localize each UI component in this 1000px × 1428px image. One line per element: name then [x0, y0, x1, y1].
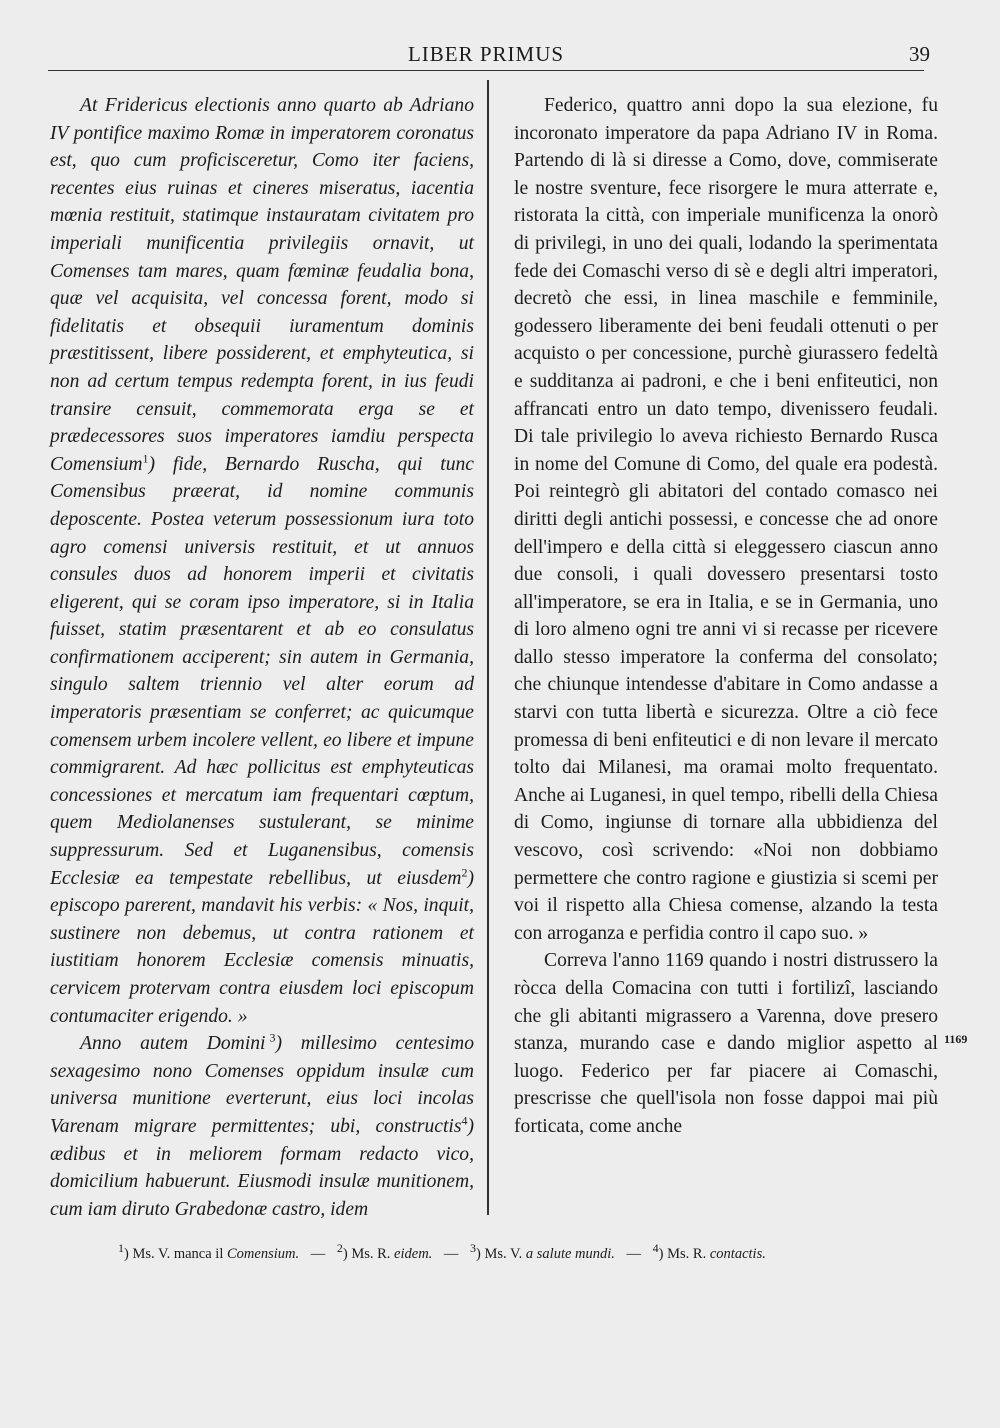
- footnote-ref-4: 4: [461, 1113, 468, 1128]
- running-head: [48, 40, 930, 71]
- latin-paragraph-2: Anno autem Domini $^3$) millesimo centesimo sexagesimo nono Comenses oppidum insulæ cum universa munitione everterunt, eius loci incolas Varenam migrare permittentes; ubi, constructis$^4$) ædibus et in meliorem formam redacto vico, domicilium habuerunt. Eiusmodi insulæ munitionem, cum iam diruto Grabedonæ castro, idem: [50, 1030, 475, 1220]
- italian-paragraph-1: Federico, quattro anni dopo la sua elezione, fu incoronato imperatore da papa Adriano IV in Roma. Partendo di là si diresse a Como, dove, commiserate le nostre sventure, fece risorgere le mura atterrate e, ristorata la città, con imperiale munificenza la onorò di privilegi, in uno dei quali, lodando la sperimentata fede dei Comaschi verso di sè e degli altri imperatori, decretò che essi, in linea maschile e femminile, godessero liberamente dei beni feudali ottenuti o per acquisto o per concessione, purchè giurassero fedeltà e sudditanza ai padroni, e che i beni enfiteutici, non affrancati entro un dato tempo, divenissero feudali. Di tale privilegio lo aveva richiesto Bernardo Rusca in nome del Comune di Como, del quale era podestà. Poi reintegrò gli abitatori del contado comasco nei diritti degli antichi possessi, e concesse che ad onore dell'impero e della città si eleggessero ciascun anno due consoli, i quali dovessero presentarsi tosto all'imperatore, se era in Italia, e se in Germania, uno di loro almeno ogni tre anni vi si recasse per ricevere dallo stesso imperatore la conferma del consolato; che chiunque intendesse d'abitare in Como andasse a starvi con tutta libertà e sicurezza. Oltre a ciò fece promessa di beni enfiteutici e di non levare il mercato tolto dai Milanesi, ma oramai molto frequentato. Anche ai Luganesi, in quel tempo, ribelli della Chiesa di Como, ingiunse di tornare alla ubbidienza del vescovo, così scrivendo: «Noi non dobbiamo permettere che contro ragione e giustizia si scemi per voi il rispetto alla Chiesa comense, alzando la testa con arroganza e perfidia contro il capo suo. »: [514, 95, 938, 944]
- latin-column: [50, 92, 474, 1223]
- footnote-separator: —: [626, 1246, 642, 1262]
- footnote-3: $^3$) Ms. V. a salute mundi.: [470, 1241, 615, 1262]
- italian-column: [514, 92, 938, 1141]
- footnote-separator: —: [443, 1246, 459, 1262]
- italian-paragraph-2: Correva l'anno 1169 quando i nostri distrussero la ròcca della Comacina con tutti i fortilizî, lasciando che gli abitanti migrassero a Varenna, dove presero stanza, murando case e dando miglior aspetto al luogo. Federico per far piacere ai Comaschi, prescrisse che quell'isola non fosse dappoi mai più forticata, come anche: [514, 950, 938, 1137]
- column-divider: [487, 80, 489, 1215]
- footnote-ref-1: 1: [142, 451, 149, 466]
- footnote-ref-2: 2: [461, 865, 468, 880]
- footnote-2: $^2$) Ms. R. eidem.: [336, 1241, 433, 1262]
- footnotes: [118, 1241, 940, 1264]
- running-title: LIBER PRIMUS: [407, 42, 565, 66]
- footnote-ref-3: 3: [269, 1030, 276, 1045]
- page-number: 39: [909, 42, 930, 66]
- footnote-separator: —: [310, 1246, 326, 1262]
- latin-paragraph-1: At Fridericus electionis anno quarto ab Adriano IV pontifice maximo Romæ in imperatorem coronatus est, quo cum proficisceretur, Como iter faciens, recentes eius ruinas et cineres miseratus, iacentia mœnia restituit, statimque instauratam civitatem pro imperiali munificentia privilegiis ornavit, ut Comenses tam mares, quam fœminæ feudalia bona, quæ vel acquisita, vel concessa forent, modo si fidelitatis et obsequii iuramentum dominis præstitissent, libere possiderent, et emphyteutica, si non ad certum tempus redempta forent, in ius feudi transire censuit, commemorata erga se et prædecessores suos imperatores iamdiu perspecta Comensium$^1$) fide, Bernardo Ruscha, qui tunc Comensibus præerat, id nomine communis deposcente. Postea veterum possessionum iura toto agro comensi universis restituit, et ut annuos consules duos ad honorem imperii et civitatis eligerent, qui se coram ipso imperatore, si in Italia fuisset, statim præsentarent et ab eo consulatus confirmationem acciperent; sin autem in Germania, singulo saltem triennio vel alter eorum ad imperatoris præsentiam se conferret; ac quicumque comensem urbem incolere vellent, eo libere et impune commigrarent. Ad hæc pollicitus est emphyteuticas concessiones et mercatum iam frequentari cœptum, quem Mediolanenses sustulerant, se minime suppressurum. Sed et Luganensibus, comensis Ecclesiæ ea tempestate rebellibus, ut eiusdem$^2$) episcopo parerent, mandavit his verbis: « Nos, inquit, sustinere non debemus, ut contra rationem et iustitiam honorem Ecclesiæ comensis minuatis, cervicem protervam contra eiusdem loci episcopum contumaciter erigendo. »: [50, 95, 474, 1027]
- margin-year-note: 1169: [944, 1032, 968, 1046]
- footnote-1: $^1$) Ms. V. manca il Comensium.: [118, 1241, 300, 1262]
- footnote-4: $^4$) Ms. R. contactis.: [652, 1241, 766, 1262]
